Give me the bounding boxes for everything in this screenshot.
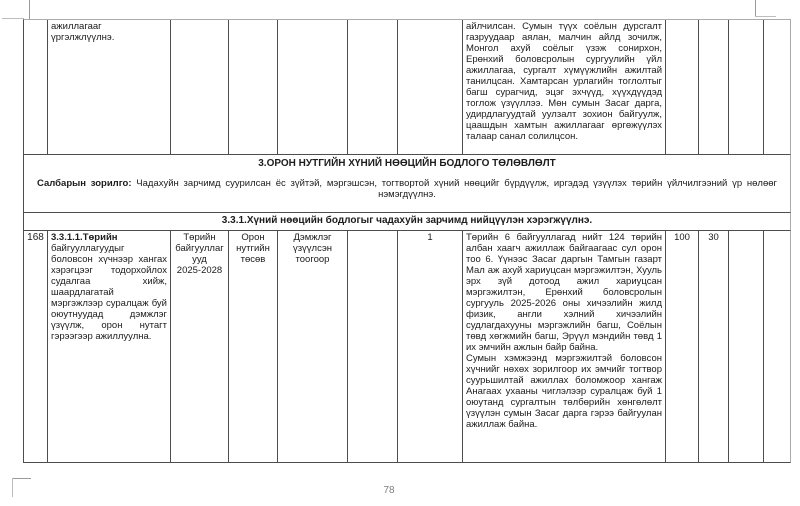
funding-text: Орон нутгийн төсөв	[236, 232, 270, 265]
subsection-header-cell	[24, 213, 791, 231]
row-number: 168	[27, 232, 44, 243]
sector-goal-text: Чадахуйн зарчимд суурилсан ёс зүйтэй, мэргэшсэн, тогтвортой хүний нөөцийг бүрдүүлж, иргэдэд үзүүлэх төрийн үйлчилгээний үр нөлөөг нэмэгдүүлнэ.	[136, 178, 778, 200]
implementer-cell	[171, 20, 229, 155]
implementer-cell	[171, 231, 229, 463]
margin-mark-top-left-horizontal	[2, 18, 24, 19]
performance-paragraph: Төрийн 6 байгууллагад нийт 124 төрийн албан хаагч ажиллаж байгаагаас сул орон тоо 6. Үүнээс Засаг даргын Тамгын газарт Мал аж ахуй хариуцсан мэргэжилтэн, Хууль эрх зүй дотоод ажил хариуцсан мэргэжилтэн, Ерөнхий боловсролын сургууль 2025-2026 оны хичээлийн жилд физик, англи хэлний хичээлийн судлагдахууны мэргэжлийн багш, Соёлын төвд хөгжмийн багш, Эрүүл мэндийн төвд 1 их эмчийн ажлын байр байна.	[466, 232, 662, 353]
sector-goal	[27, 178, 787, 200]
margin-mark-top-right-vertical	[755, 0, 756, 16]
performance-paragraph: Сумын хэмжээнд мэргэжилтэй боловсон хүчнийг нөхөх зорилгоор их эмчийг тогтвор суурьшилтай ажиллах боломжоор хангаж Анагаах ухааны чиглэлээр суралцаж буй 1 оюутанд сургалтын төлбөрийн хөнгөлөлт үзүүлэн сумын Засаг дарга гэрээ байгуулан ажиллаж байна.	[466, 353, 662, 430]
section-title: 3.ОРОН НУТГИЙН ХҮНИЙ НӨӨЦИЙН БОДЛОГО ТӨЛӨВЛӨЛТ	[258, 158, 556, 169]
performance-cell	[463, 231, 666, 463]
funding-cell	[229, 20, 278, 155]
activity-text: байгууллагуудыг боловсон хүчнээр хангах хэрэгцээг тодорхойлох судалгаа хийж, шаардлагатай мэргэжлээр суралцаж буй оюутнуудад дэмжлэг үзүүлж, орон нутагт гэрээгээр ажиллуулна.	[51, 243, 167, 342]
margin-mark-top-left-vertical	[29, 0, 30, 19]
subsection-header-row	[24, 213, 791, 231]
activity-cell	[48, 231, 171, 463]
section-header-cell	[24, 155, 791, 213]
score-cell	[699, 231, 729, 463]
target-value: 1	[427, 232, 433, 243]
indicator-cell	[278, 231, 348, 463]
carryover-row	[24, 20, 791, 155]
empty-cell	[729, 231, 764, 463]
row-number-cell	[24, 231, 48, 463]
carryover-performance-text: айлчилсан. Сумын түүх соёлын дурсгалт газруудаар аялан, малчин айлд зочилж, Монгол ахуй соёлыг үзэж сонирхон, Ерөнхий боловсролын сургуулийн үйл ажиллагаа, сургалт хүмүүжлийн ажилтай танилцсан. Хамтарсан урлагийн тоглолтыг багш сурагчид, эцэг эхчүүд, хүүхдүүдэд тоглож үзүүллээ. Мөн сумын Засаг дарга, удирдлагуудтай уулзалт зохион байгуулж, цаашдын хамтын ажиллагааг өргөжүүлэх талаар санал солилцсон.	[466, 21, 662, 142]
carryover-activity-text: ажиллагааг үргэлжлүүлнэ.	[51, 21, 115, 43]
target-cell	[398, 20, 463, 155]
margin-mark-bottom-left-horizontal	[12, 478, 31, 479]
empty-cell	[729, 20, 764, 155]
margin-mark-top-right-horizontal	[755, 16, 776, 17]
target-cell	[398, 231, 463, 463]
implementer-text: Төрийн байгууллагууд	[175, 232, 224, 265]
score-cell	[699, 20, 729, 155]
score-cell	[666, 20, 699, 155]
performance-cell	[463, 20, 666, 155]
empty-cell	[348, 20, 398, 155]
empty-cell	[764, 20, 791, 155]
page-number: 78	[383, 485, 395, 496]
sector-goal-label: Салбарын зорилго:	[37, 178, 132, 189]
table-row	[24, 231, 791, 463]
subsection-title: 3.3.1.Хүний нөөцийн бодлогыг чадахуйн зарчимд нийцүүлэн хэрэгжүүлнэ.	[221, 215, 593, 226]
activity-code: 3.3.1.1.Төрийн	[51, 232, 118, 243]
activity-cell	[48, 20, 171, 155]
score-a-value: 100	[674, 232, 690, 243]
indicator-text: Дэмжлэг үзүүлсэн тоогоор	[292, 232, 333, 265]
score-b-value: 30	[708, 232, 719, 243]
planning-table	[23, 19, 791, 463]
row-number-cell	[24, 20, 48, 155]
score-cell	[666, 231, 699, 463]
indicator-cell	[278, 20, 348, 155]
implementer-period: 2025-2028	[176, 265, 223, 276]
empty-cell	[764, 231, 791, 463]
section-header-row	[24, 155, 791, 213]
funding-cell	[229, 231, 278, 463]
empty-cell	[348, 231, 398, 463]
